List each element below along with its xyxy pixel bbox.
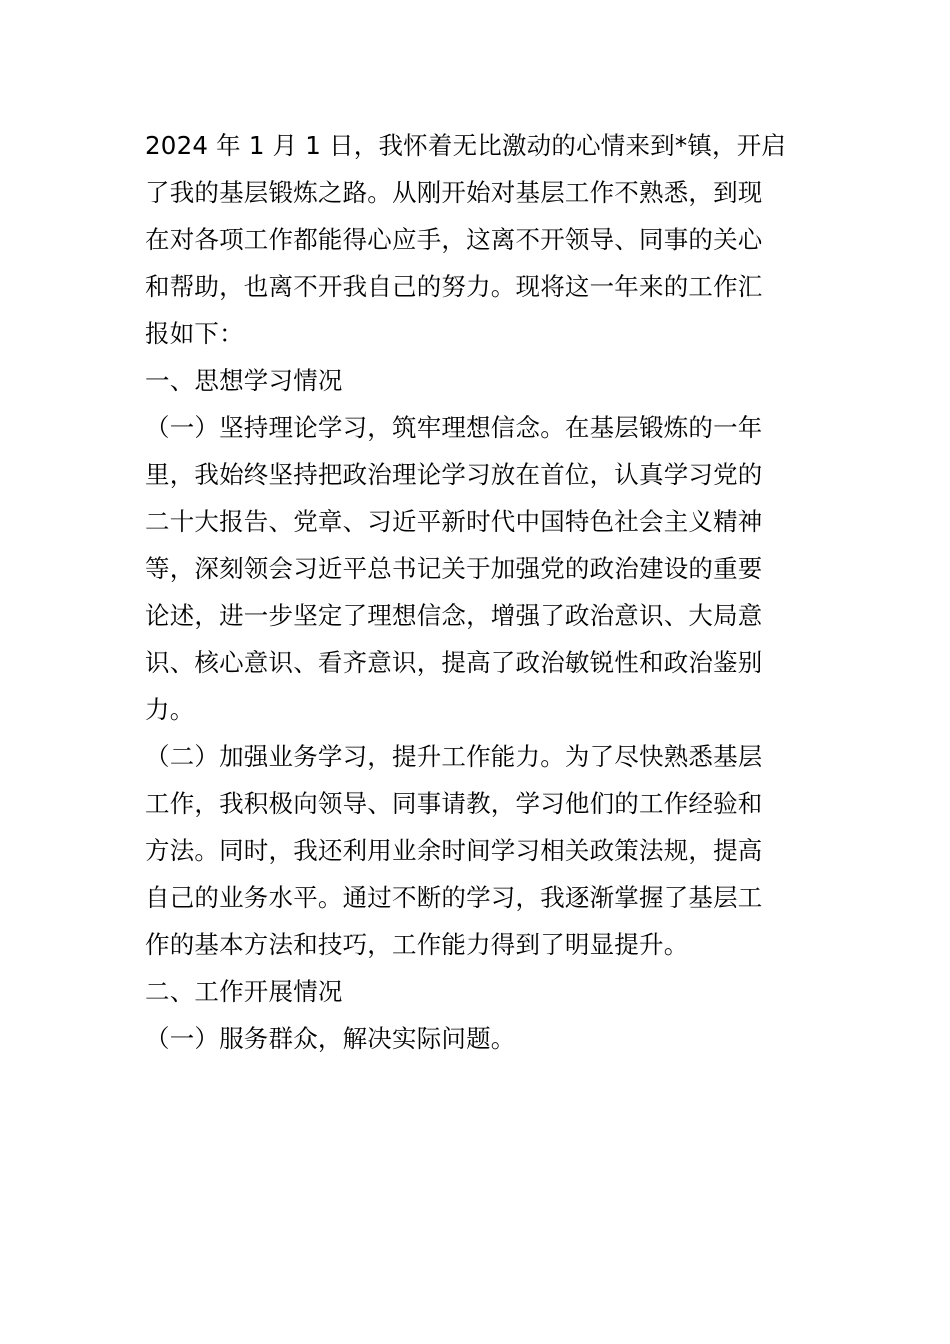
paragraph-2-line-4: 自己的业务水平。通过不断的学习，我逐渐掌握了基层工	[145, 883, 763, 912]
document-body	[145, 122, 807, 1062]
section-heading-1: 一、思想学习情况	[145, 366, 343, 395]
paragraph-2-line-5: 作的基本方法和技巧，工作能力得到了明显提升。	[145, 930, 689, 959]
paragraph-1-line-6: 识、核心意识、看齐意识，提高了政治敏锐性和政治鉴别	[145, 648, 763, 677]
paragraph-2-line-3: 方法。同时，我还利用业余时间学习相关政策法规，提高	[145, 836, 763, 865]
section-heading-2: 二、工作开展情况	[145, 977, 343, 1006]
intro-line-2: 了我的基层锻炼之路。从刚开始对基层工作不熟悉，到现	[145, 178, 763, 207]
subsection-heading: （一）服务群众，解决实际问题。	[145, 1024, 516, 1053]
intro-line-5: 报如下：	[145, 319, 244, 348]
paragraph-1-line-3: 二十大报告、党章、习近平新时代中国特色社会主义精神	[145, 507, 763, 536]
paragraph-1-line-2: 里，我始终坚持把政治理论学习放在首位，认真学习党的	[145, 460, 763, 489]
paragraph-1-line-4: 等，深刻领会习近平总书记关于加强党的政治建设的重要	[145, 554, 763, 583]
paragraph-1-line-7: 力。	[145, 695, 195, 724]
paragraph-2-line-1: （二）加强业务学习，提升工作能力。为了尽快熟悉基层	[145, 742, 763, 771]
paragraph-1-line-5: 论述，进一步坚定了理想信念，增强了政治意识、大局意	[145, 601, 763, 630]
intro-line-1: 2024 年 1 月 1 日，我怀着无比激动的心情来到*镇，开启	[145, 131, 787, 160]
paragraph-1-line-1: （一）坚持理论学习，筑牢理想信念。在基层锻炼的一年	[145, 413, 763, 442]
intro-line-4: 和帮助，也离不开我自己的努力。现将这一年来的工作汇	[145, 272, 763, 301]
paragraph-2-line-2: 工作，我积极向领导、同事请教，学习他们的工作经验和	[145, 789, 763, 818]
intro-line-3: 在对各项工作都能得心应手，这离不开领导、同事的关心	[145, 225, 763, 254]
